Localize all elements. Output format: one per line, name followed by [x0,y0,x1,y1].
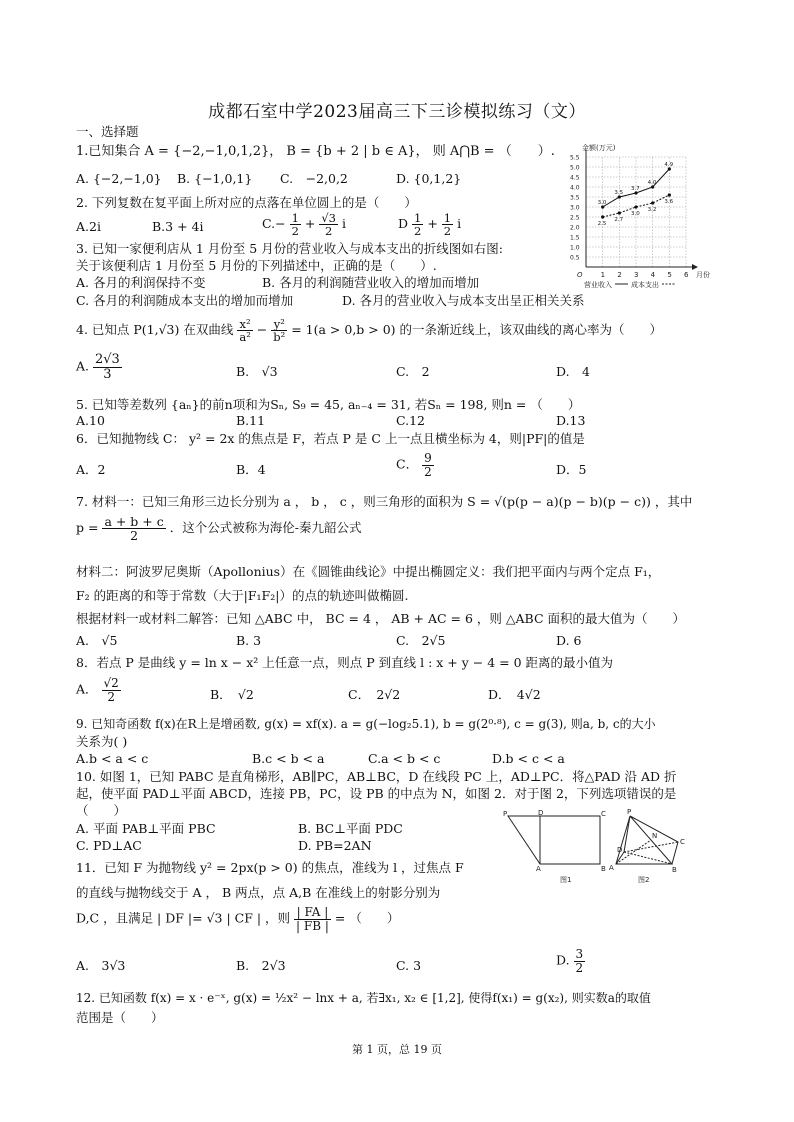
chart-origin: O [577,271,583,279]
chart-data-label-0-4: 4.9 [664,162,674,168]
legend-income: 营业收入 [584,281,612,289]
fig1-label-c: C [601,810,606,818]
q10-option-b[interactable]: B. BC⊥平面 PDC [298,821,403,836]
q2-d-frac1: $\frac{1}{2}$ [414,211,422,239]
q3-option-d[interactable]: D. 各月的营业收入与成本支出呈正相关关系 [342,293,585,308]
q4-suffix: = 1(a > 0,b > 0) 的一条渐近线上，该双曲线的离心率为（ ） [291,322,663,338]
q4-a-frac: $\frac{2√3}{3}$ [95,352,120,382]
fig2-caption: 图2 [638,876,650,884]
chart-point-1-2 [634,205,637,208]
q11-d-prefix: D. [556,952,570,968]
q2-c-frac2: $\frac{√3}{2}$ [321,211,336,239]
chart-ytick-label-7: 4.0 [570,184,580,192]
chart-data-label-1-3: 3.2 [647,207,657,213]
chart-ytick-label-2: 1.5 [570,234,580,242]
chart-ytick-label-9: 5.0 [570,164,580,172]
chart-data-label-1-0: 2.5 [597,221,607,227]
chart-xtick-label-2: 3 [634,271,639,279]
q11-option-a[interactable]: A. 3√3 [76,958,126,973]
q4-option-b[interactable]: B. √3 [236,364,278,379]
q7-p-eq: p = [76,520,99,536]
chart-ytick-label-8: 4.5 [570,174,580,182]
q1-option-d[interactable]: D. {0,1,2} [396,171,462,186]
chart-data-label-1-4: 3.6 [664,199,674,205]
chart-xtick-label-1: 2 [617,271,622,279]
q2-d-suffix: i [457,216,462,232]
q9-line1: 9. 已知奇函数 f(x)在R上是增函数, g(x) = xf(x). a = g(−log₂5.1), b = g(2⁰·⁸), c = g(3), 则a, b, c的大小 [76,717,656,731]
fig1-trapezoid [508,816,600,864]
chart-point-1-1 [618,211,621,214]
q9-option-c[interactable]: C.a < b < c [368,751,441,766]
q11-d-frac: $\frac{3}{2}$ [575,947,584,975]
chart-data-label-0-3: 4.0 [647,180,657,186]
chart-data-label-1-2: 3.0 [631,211,640,217]
fig2-label-b: B [672,866,677,874]
q10-line1: 10. 如图 1，已知 PABC 是直角梯形，AB∥PC，AB⊥BC，D 在线段 PC 上，AD⊥PC．将△PAD 沿 AD 折 [76,769,677,784]
q8-option-a[interactable] [76,677,121,703]
q11-line3-text: D,C ，且满足 | DF |= √3 | CF | ，则 [76,910,291,926]
chart-ytick-label-4: 2.5 [570,214,580,222]
fig2-label-n: N [652,832,658,840]
chart-data-label-0-1: 3.5 [614,190,624,196]
q7-line1: 7. 材料一：已知三角形三边长分别为 a ， b ， c ，则三角形的面积为 S = √(p(p − a)(p − b)(p − c)) ，其中 [76,494,693,509]
q11-line2: 的直线与抛物线交于 A ， B 两点，点 A,B 在准线上的射影分别为 [76,885,441,900]
q6-c-prefix: C． [396,456,419,472]
chart-ylabel: 金额(万元) [582,144,616,152]
q3-line1: 3. 已知一家便利店从 1 月份至 5 月份的营业收入与成本支出的折线图如右图: [76,241,503,256]
chart-xtick-label-5: 6 [684,271,689,279]
q10-option-d[interactable]: D. PB=2AN [298,838,372,853]
chart-xtick-label-3: 4 [650,271,656,279]
fig1-label-a: A [536,865,541,873]
q4-option-d[interactable]: D. 4 [556,364,591,379]
q1-option-a[interactable]: A. {−2,−1,0} [76,171,162,186]
q10-line3: （ ） [76,803,127,818]
q6-option-d[interactable]: D．5 [556,462,587,477]
q2-d-frac2: $\frac{1}{2}$ [443,211,452,239]
q2-c-plus: + [304,216,316,232]
q9-option-a[interactable]: A.b < a < c [76,751,149,766]
q3-line-chart [568,140,720,290]
q5-option-b[interactable]: B.11 [236,413,266,428]
q11-frac: $\frac{| FA |}{| FB |}$ [296,905,329,933]
q6-option-a[interactable]: A．2 [76,462,106,477]
q1-stem: 1.已知集合 A = {−2,−1,0,1,2}， B = {b + 2 | b ∈ A}， 则 A⋂B = （ ）. [76,144,555,159]
q7-line3: 材料二：阿波罗尼奥斯（Apollonius）在《圆锥曲线论》中提出椭圆定义：我们把平面内与两个定点 F₁， [76,564,661,579]
q10-figure2 [606,808,696,886]
fig2-label-p: P [627,808,632,816]
q6-option-b[interactable]: B．4 [236,462,266,477]
q5-stem: 5. 已知等差数列 {aₙ}的前n项和为Sₙ, S₉ = 45, aₙ₋₄ = 31, 若Sₙ = 198, 则n = （ ） [76,397,581,412]
fig1-label-d: D [538,809,544,817]
q9-option-d[interactable]: D.b < c < a [492,751,565,766]
q4-frac-x: $\frac{\text{x²}}{\text{a²}}$ [239,317,251,345]
chart-xlabel: 月份 [696,271,710,279]
chart-ytick-label-1: 1.0 [570,244,580,252]
section-heading: 一、选择题 [76,124,139,139]
chart-data-label-0-0: 3.0 [597,200,607,206]
q8-a-prefix: A． [76,681,98,697]
q2-c-suffix: i [341,216,346,232]
q5-option-d[interactable]: D.13 [556,413,586,428]
q12-line2: 范围是（ ） [76,1010,164,1025]
q2-d-prefix: D [398,216,409,232]
q7-option-a[interactable]: A. √5 [76,633,118,648]
q2-option-c[interactable] [262,212,346,237]
q3-line2: 关于该便利店 1 月份至 5 月份的下列描述中，正确的是（ ）. [76,258,437,273]
q4-minus: − [256,322,268,338]
q7-line4: F₂ 的距离的和等于常数（大于|F₁F₂|）的点的轨迹叫做椭圆. [76,588,409,603]
q8-option-b[interactable]: B． √2 [210,687,254,702]
chart-data-label-0-2: 3.7 [631,186,640,192]
page-title: 成都石室中学2023届高三下三诊模拟练习（文） [208,102,586,122]
q3-option-c[interactable]: C. 各月的利润随成本支出的增加而增加 [76,293,294,308]
fig2-edge-db [624,852,672,864]
fig1-label-p: P [503,810,508,818]
q7-option-d[interactable]: D. 6 [556,633,582,648]
chart-xtick-label-0: 1 [600,271,606,279]
chart-xtick-label-4: 5 [667,271,672,279]
legend-cost: 成本支出 [631,281,659,289]
q7-line2 [76,515,361,542]
q6-stem: 6．已知抛物线 C： y² = 2x 的焦点是 F，若点 P 是 C 上一点且横坐标为 4，则|PF|的值是 [76,431,585,446]
q4-stem [76,318,662,343]
q2-option-a[interactable]: A.2i [76,219,101,234]
q11-line3 [76,906,399,932]
q7-option-b[interactable]: B. 3 [236,633,262,648]
q6-c-frac: $\frac{9}{2}$ [424,451,432,479]
q7-p-frac: $\frac{a + b + c}{2}$ [104,514,164,544]
q8-option-c[interactable]: C． 2√2 [348,687,401,702]
q3-option-a[interactable]: A. 各月的利润保持不变 [76,275,206,290]
q1-option-c[interactable]: C. −2,0,2 [280,171,348,186]
q2-c-prefix: C.− [262,216,286,232]
q11-line1: 11．已知 F 为抛物线 y² = 2px(p > 0) 的焦点，准线为 l ，过焦点 F [76,860,464,875]
q12-line1: 12. 已知函数 f(x) = x · e⁻ˣ, g(x) = ½x² − lnx + a, 若∃x₁, x₂ ∈ [1,2], 使得f(x₁) = g(x₂), 则实数a的取值 [76,991,651,1005]
q2-c-frac1: $\frac{1}{2}$ [291,211,299,239]
q11-option-d[interactable] [556,948,585,974]
q9-line2: 关系为( ) [76,734,128,749]
chart-data-label-1-1: 2.7 [614,217,624,223]
chart-ytick-label-10: 5.5 [570,154,580,162]
chart-ytick-label-3: 2.0 [570,224,580,232]
chart-ytick-label-0: 0.5 [570,254,580,262]
q2-option-b[interactable]: B.3 + 4i [152,219,204,234]
q7-option-c[interactable]: C. 2√5 [396,633,446,648]
q4-option-a[interactable] [76,353,122,381]
page-footer: 第 1 页，总 19 页 [352,1043,442,1056]
q4-option-c[interactable]: C. 2 [396,364,430,379]
q4-frac-y: $\frac{\text{y²}}{\text{b²}}$ [273,317,286,345]
q2-option-d[interactable] [398,212,461,237]
fig2-edge-dc [624,842,678,852]
q5-option-c[interactable]: C.12 [396,413,425,428]
fig2-label-d: D [617,846,623,854]
q4-prefix: 4. 已知点 P(1,√3) 在双曲线 [76,322,234,338]
q3-option-b[interactable]: B. 各月的利润随营业收入的增加而增加 [262,275,480,290]
q8-option-d[interactable]: D． 4√2 [488,687,541,702]
q9-option-b[interactable]: B.c < b < a [252,751,325,766]
q11-option-b[interactable]: B. 2√3 [236,958,286,973]
q11-option-c[interactable]: C. 3 [396,958,422,973]
q1-option-b[interactable]: B. {−1,0,1} [177,171,253,186]
q2-d-plus: + [427,216,438,232]
q10-option-a[interactable]: A. 平面 PAB⊥平面 PBC [76,821,216,836]
q2-stem: 2. 下列复数在复平面上所对应的点落在单位圆上的是（ ） [76,195,417,210]
q7-line2-text: ．这个公式被称为海伦-秦九韶公式 [169,520,362,536]
fig1-caption: 图1 [560,876,572,884]
chart-ytick-label-6: 3.5 [570,194,580,202]
fig1-label-b: B [601,865,606,873]
q4-a-prefix: A. [76,358,90,374]
q10-figure1 [500,808,610,886]
chart-x-arrow [692,264,698,270]
q10-line2: 起，使平面 PAD⊥平面 ABCD，连接 PB，PC，设 PB 的中点为 N，如图 2．对于图 2，下列选项错误的是 [76,786,677,801]
q8-a-frac: $\frac{√2}{2}$ [103,676,119,704]
q7-line5: 根据材料一或材料二解答：已知 △ABC 中， BC = 4 ， AB + AC = 6 ，则 △ABC 面积的最大值为（ ） [76,611,685,626]
chart-ytick-label-5: 3.0 [570,204,580,212]
fig2-label-c: C [680,838,685,846]
chart-point-1-3 [651,201,654,204]
chart-point-1-0 [601,215,604,218]
q11-line3-suffix: = （ ） [334,910,400,926]
q5-option-a[interactable]: A.10 [76,413,105,428]
q8-stem: 8．若点 P 是曲线 y = ln x − x² 上任意一点，则点 P 到直线 l : x + y − 4 = 0 距离的最小值为 [76,655,614,670]
fig2-label-a: A [609,864,614,872]
fig2-edges [616,816,678,864]
q10-option-c[interactable]: C. PD⊥AC [76,838,142,853]
chart-point-1-4 [668,193,671,196]
q6-option-c[interactable] [396,452,434,478]
